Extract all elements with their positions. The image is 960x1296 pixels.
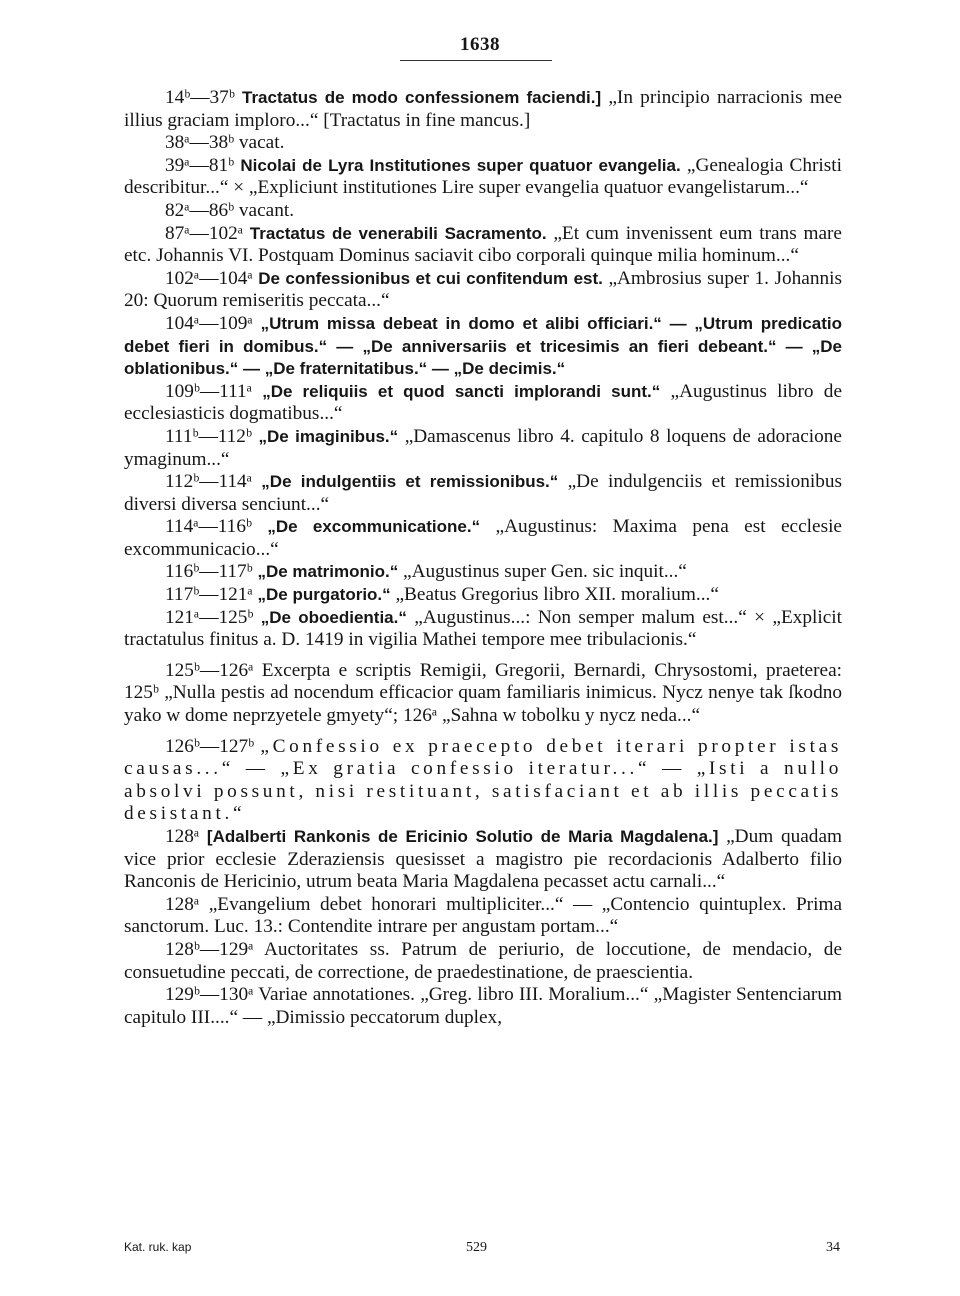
folio-range: 128ᵃ (165, 826, 207, 847)
entry-text: 128ᵃ „Evangelium debet honorari multipliciter...“ — „Contencio quintuplex. Prima sanctorum. Luc. 13.: Contendite intrare per angustam portam...“ (124, 893, 842, 938)
entry-title: „De imaginibus.“ (258, 426, 399, 446)
folio-range: 38ᵃ—38ᵇ vacat. (165, 132, 285, 154)
entry-text: „Damascenus libro 4. capitulo 8 loquens de adoracione ymaginum...“ (124, 425, 842, 470)
entry-text: „Ambrosius super 1. Johannis 20: Quorum remiseritis peccata...“ (124, 267, 842, 312)
entry-title: „De oboedientia.“ (260, 607, 407, 627)
entry-8 (124, 381, 842, 426)
entry-20 (124, 984, 842, 1029)
catalog-entries (124, 87, 842, 1029)
entry-15 (124, 660, 842, 728)
entry-title: Nicolai de Lyra Institutiones super quatuor evangelia. (240, 155, 681, 175)
entry-text: „Augustinus super Gen. sic inquit...“ (398, 561, 687, 583)
entry-2 (124, 132, 842, 155)
page-footer (0, 1240, 960, 1264)
entry-text: „De indulgenciis et remissionibus diversi diversa senciunt...“ (124, 471, 842, 515)
entry-9 (124, 426, 842, 471)
folio-range: 104ᵃ—109ᵃ (165, 312, 261, 334)
footer-left: Kat. ruk. kap (124, 1240, 192, 1254)
footer-center: 529 (466, 1240, 487, 1255)
entry-text: „Augustinus...: Non semper malum est...“ × „Explicit tractatulus finitus a. D. 1419 in vigilia Mathei tempore mee tribulacionis.“ (124, 606, 842, 651)
entry-title: Tractatus de modo confessionem faciendi.] (242, 88, 602, 107)
folio-range: 82ᵃ—86ᵇ vacant. (165, 199, 295, 221)
entry-19 (124, 939, 842, 984)
folio-range: 117ᵇ—121ᵃ (165, 584, 258, 606)
folio-range: 116ᵇ—117ᵇ (165, 561, 258, 583)
entry-title: „De purgatorio.“ (257, 585, 391, 605)
entry-text: „Genealogia Christi describitur...“ × „Expliciunt institutiones Lire super evangelia quatuor evangelistarum...“ (124, 154, 842, 199)
entry-text: „Augustinus libro de ecclesiasticis dogmatibus...“ (124, 380, 843, 425)
entry-11 (124, 516, 842, 561)
entry-14 (124, 607, 842, 652)
entry-17 (124, 826, 842, 894)
entry-7 (124, 313, 842, 381)
entry-title: „De reliquiis et quod sancti implorandi sunt.“ (262, 381, 661, 401)
folio-range: 114ᵃ—116ᵇ (165, 516, 268, 538)
entry-5 (124, 223, 842, 268)
folio-range: 102ᵃ—104ᵃ (165, 267, 259, 289)
entry-12 (124, 561, 842, 584)
entry-16 (124, 736, 842, 826)
page-number: 1638 (460, 34, 500, 55)
folio-range: 112ᵇ—114ᵃ (165, 471, 262, 493)
entry-text: 128ᵇ—129ᵃ Auctoritates ss. Patrum de periurio, de loccutione, de mendacio, de consuetudine peccati, de correctione, de praedestinatione, de praescientia. (124, 938, 842, 983)
entry-10 (124, 471, 842, 516)
entry-4 (124, 200, 842, 223)
entry-title: Tractatus de venerabili Sacramento. (249, 223, 547, 243)
entry-6 (124, 268, 842, 313)
entry-title: [Adalberti Rankonis de Ericinio Solutio de Maria Magdalena.] (206, 827, 719, 846)
footer-right: 34 (826, 1240, 840, 1255)
folio-range: 121ᵃ—125ᵇ (165, 606, 261, 628)
entry-text: „Augustinus: Maxima pena est ecclesie excommunicacio...“ (124, 516, 842, 560)
folio-range: 109ᵇ—111ᵃ (165, 380, 263, 402)
folio-range: 126ᵇ—127ᵇ (165, 735, 261, 757)
entry-1 (124, 87, 842, 132)
entry-title: De confessionibus et cui confitendum est. (258, 268, 603, 288)
entry-text: 129ᵇ—130ᵃ Variae annotationes. „Greg. libro III. Moralium...“ „Magister Sentenciarum capitulo III....“ — „Dimissio peccatorum duplex, (124, 984, 842, 1028)
entry-18 (124, 894, 842, 939)
folio-range: 87ᵃ—102ᵃ (165, 222, 250, 244)
entry-text: „Et cum invenissent eum trans mare etc. Johannis VI. Postquam Dominus saciavit cibo corporali quinque milia hominum...“ (124, 222, 842, 267)
entry-text: „Beatus Gregorius libro XII. moralium...“ (390, 584, 719, 606)
entry-title: „De indulgentiis et remissionibus.“ (261, 472, 559, 492)
folio-range: 14ᵇ—37ᵇ (165, 87, 242, 108)
entry-13 (124, 584, 842, 607)
folio-range: 39ᵃ—81ᵇ (165, 154, 241, 176)
entry-text-spaced: „Confessio ex praecepto debet iterari propter istas causas...“ — „Ex gratia confessio iteratur...“ — „Isti a nullo absolvi possunt, nisi restituant, satisfaciant et ab illis peccatis desistant.“ (124, 735, 842, 825)
entry-title: „De matrimonio.“ (257, 562, 399, 582)
entry-3 (124, 155, 842, 200)
header-rule (400, 60, 552, 61)
folio-range: 111ᵇ—112ᵇ (165, 425, 259, 447)
entry-text: 125ᵇ—126ᵃ Excerpta e scriptis Remigii, Gregorii, Bernardi, Chrysostomi, praeterea: 125ᵇ „Nulla pestis ad nocendum efficacior quam familiaris inimicus. Nycz nenye tak ſkodno yako w dome neprzyetele gmyety“; 126ᵃ „Sahna w tobolku y nycz neda...“ (124, 659, 842, 727)
entry-title: „Utrum missa debeat in domo et alibi officiari.“ — „Utrum predicatio debet fieri in domibus.“ — „De anniversariis et tricesimis an fieri debeant.“ — „De oblationibus.“ — „De fraternitatibus.“ — „De decimis.“ (124, 313, 842, 379)
entry-title: „De excommunicatione.“ (267, 517, 481, 537)
entry-text: „In principio narracionis mee illius graciam imploro...“ [Tractatus in fine mancus.] (124, 87, 842, 131)
entry-text: „Dum quadam vice prior ecclesie Zderaziensis quesisset a magistro pie recordacionis Adalberto filio Ranconis de Hericinio, utrum beata Maria Magdalena pecasset actu carnali...“ (124, 826, 842, 893)
